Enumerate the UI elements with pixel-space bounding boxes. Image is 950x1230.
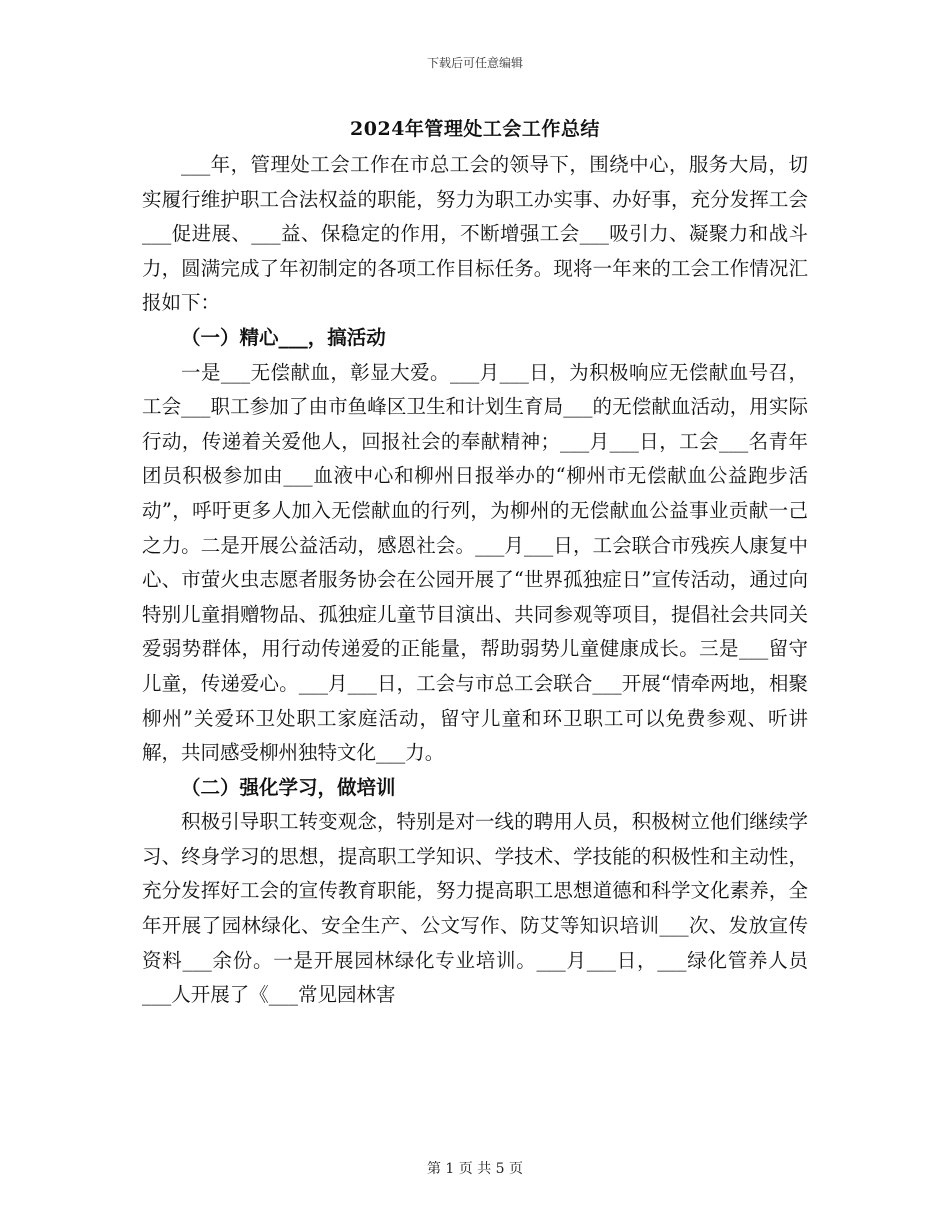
page-header-note: 下载后可任意编辑	[426, 56, 523, 70]
section-2-paragraph: 积极引导职工转变观念，特别是对一线的聘用人员，积极树立他们继续学习、终身学习的思想，提高职工学知识、学技术、学技能的积极性和主动性，充分发挥好工会的宣传教育职能，努力提高职工思想道德和科学文化素养，全年开展了园林绿化、安全生产、公文写作、防艾等知识培训___次、发放宣传资料___余份。一是开展园林绿化专业培训。___月___日，___绿化管养人员___人开展了《___常见园林害	[142, 810, 808, 1007]
section-heading-1: （一）精心___，搞活动	[181, 325, 386, 349]
section-1-paragraph: 一是___无偿献血，彰显大爱。___月___日，为积极响应无偿献血号召，工会___职工参加了由市鱼峰区卫生和计划生育局___的无偿献血活动，用实际行动，传递着关爱他人，回报社会的奉献精神；___月___日，工会___名青年团员积极参加由___血液中心和柳州日报举办的“柳州市无偿献血公益跑步活动”，呼吁更多人加入无偿献血的行列，为柳州的无偿献血公益事业贡献一己之力。二是开展公益活动，感恩社会。___月___日，工会联合市残疾人康复中心、市萤火虫志愿者服务协会在公园开展了“世界孤独症日”宣传活动，通过向特别儿童捐赠物品、孤独症儿童节目演出、共同参观等项目，提倡社会共同关爱弱势群体，用行动传递爱的正能量，帮助弱势儿童健康成长。三是___留守儿童，传递爱心。___月___日，工会与市总工会联合___开展“情牵两地，相聚柳州”关爱环卫处职工家庭活动，留守儿童和环卫职工可以免费参观、听讲解，共同感受柳州独特文化___力。	[142, 360, 808, 765]
section-heading-2: （二）强化学习，做培训	[181, 775, 396, 799]
intro-paragraph: ___年，管理处工会工作在市总工会的领导下，围绕中心，服务大局，切实履行维护职工合法权益的职能，努力为职工办实事、办好事，充分发挥工会___促进展、___益、保稳定的作用，不断增强工会___吸引力、凝聚力和战斗力，圆满完成了年初制定的各项工作目标任务。现将一年来的工会工作情况汇报如下：	[142, 153, 808, 315]
document-body	[142, 148, 808, 1013]
page-number-footer: 第 1 页 共 5 页	[426, 1161, 524, 1177]
document-title: 2024年管理处工会工作总结	[350, 118, 600, 140]
